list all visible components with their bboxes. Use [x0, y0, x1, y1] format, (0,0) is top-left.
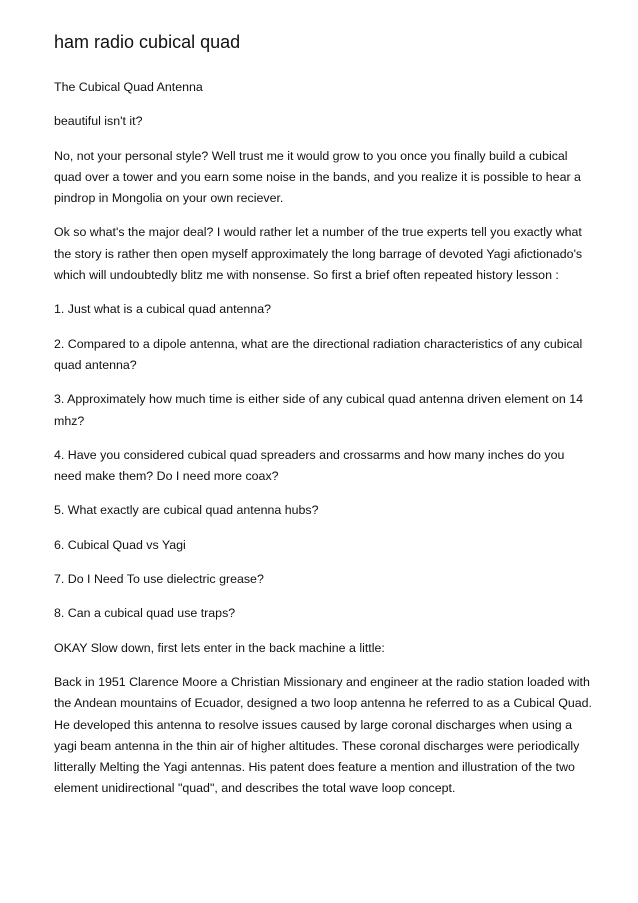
history-paragraph: Back in 1951 Clarence Moore a Christian Missionary and engineer at the radio station loaded with the Andean mountains of Ecuador, designed a two loop antenna he referred to as a Cubical Quad. He developed this antenna to resolve issues caused by large coronal discharges when using a yagi beam antenna in the thin air of higher altitudes. These coronal discharges were periodically litterally Melting the Yagi antennas. His patent does feature a mention and illustration of the two element unidirectional "quad", and describes the total wave loop concept.: [54, 674, 592, 796]
question-7: 7. Do I Need To use dielectric grease?: [54, 572, 264, 587]
document-title: ham radio cubical quad: [54, 32, 241, 52]
deal-paragraph: Ok so what's the major deal? I would rather let a number of the true experts tell you exactly what the story is rather then open myself approximately the long barrage of devoted Yagi afictionado's which will undoubtedly blitz me with nonsense. So first a brief often repeated history lesson :: [54, 225, 583, 283]
question-2: 2. Compared to a dipole antenna, what are the directional radiation characteristics of any cubical quad antenna?: [54, 336, 583, 372]
document-page: [54, 30, 594, 813]
question-3: 3. Approximately how much time is either side of any cubical quad antenna driven element on 14 mhz?: [54, 392, 583, 428]
subtitle-paragraph: The Cubical Quad Antenna: [54, 80, 203, 94]
intro-paragraph: No, not your personal style? Well trust me it would grow to you once you finally build a cubical quad over a tower and you earn some noise in the bands, and you realize it is possible to hear a pindrop in Mongolia on your own reciever.: [54, 148, 581, 206]
question-4: 4. Have you considered cubical quad spreaders and crossarms and how many inches do you need make them? Do I need more coax?: [54, 447, 565, 484]
question-1: 1. Just what is a cubical quad antenna?: [54, 302, 271, 317]
question-6: 6. Cubical Quad vs Yagi: [54, 537, 186, 552]
intro-question-paragraph: beautiful isn't it?: [54, 114, 143, 129]
question-8: 8. Can a cubical quad use traps?: [54, 606, 236, 621]
transition-paragraph: OKAY Slow down, first lets enter in the back machine a little:: [54, 640, 385, 655]
question-5: 5. What exactly are cubical quad antenna hubs?: [54, 503, 319, 518]
